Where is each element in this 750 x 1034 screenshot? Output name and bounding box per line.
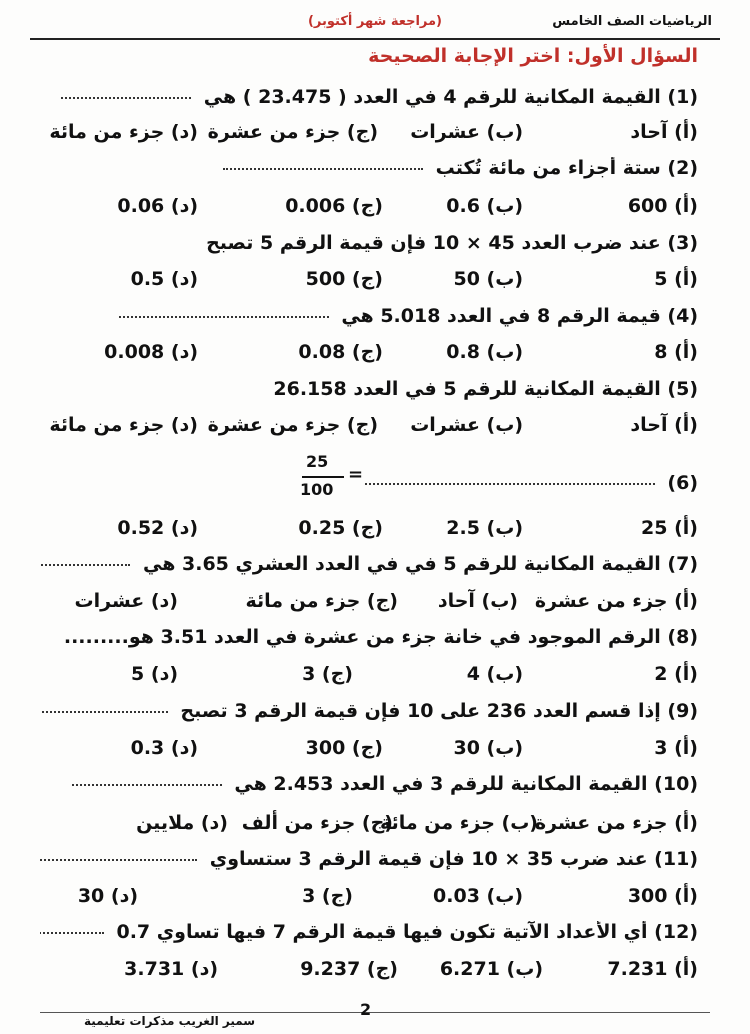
author-credit: سمير الغريب مذكرات تعليمية [84,1014,256,1028]
option-d: (د) 0.008 [104,341,198,363]
option-a: (أ) جزء من عشرة [534,812,698,834]
answer-blank [40,858,197,861]
option-d: (د) 0.52 [117,517,198,539]
option-c: (ج) جزء من عشرة [207,121,378,143]
option-a: (أ) 25 [641,517,698,539]
option-c: (ج) 0.08 [298,341,383,363]
answer-blank [40,710,168,713]
question-9: (9) إذا قسم العدد 236 على 10 فإن قيمة الرقم 3 تصبح [40,700,698,732]
option-d: (د) 0.06 [117,195,198,217]
fraction: 25 100 = [300,452,364,499]
option-a: (أ) 3 [654,737,698,759]
section-title: السؤال الأول: اختر الإجابة الصحيحة [368,45,698,67]
options-10 [44,812,698,844]
option-d: (د) 0.3 [130,737,198,759]
options-5 [44,414,698,446]
page-header [30,8,720,34]
options-9 [44,737,698,769]
options-4 [44,341,698,373]
option-a: (أ) آحاد [630,414,698,436]
option-c: (ج) 3 [302,663,353,685]
question-6: (6) [360,472,698,504]
options-2 [44,195,698,227]
options-3 [44,268,698,300]
header-divider [30,38,720,40]
option-b: (ب) جزء من مائة [380,812,538,834]
option-c: (ج) 3 [302,885,353,907]
answer-blank [72,783,222,786]
option-c: (ج) 300 [305,737,383,759]
option-a: (أ) 300 [627,885,698,907]
review-title: (مراجعة شهر أكتوبر) [307,14,442,29]
options-8 [44,663,698,695]
question-7: (7) القيمة المكانية للرقم 5 في في العدد العشري 3.65 هي [40,553,698,585]
options-11 [44,885,698,917]
question-11: (11) عند ضرب 35 × 10 فإن قيمة الرقم 3 ستساوي [40,848,698,880]
option-b: (ب) 2.5 [446,517,523,539]
question-5: (5) القيمة المكانية للرقم 5 في العدد 26.158 [273,378,698,400]
question-12: (12) أي الأعداد الآتية تكون فيها قيمة الرقم 7 فيها تساوي 0.7 [40,921,698,953]
question-2: (2) ستة أجزاء من مائة تُكتب [40,157,698,189]
question-10: (10) القيمة المكانية للرقم 3 في العدد 2.453 هي [40,773,698,805]
option-a: (أ) 600 [627,195,698,217]
option-c: (ج) جزء من عشرة [207,414,378,436]
option-c: (ج) 500 [305,268,383,290]
subject-grade: الرياضيات الصف الخامس [552,14,712,29]
option-b: (ب) 4 [466,663,523,685]
answer-blank [40,563,130,566]
options-12 [44,958,698,990]
option-d: (د) 0.5 [130,268,198,290]
option-d: (د) 5 [131,663,178,685]
option-b: (ب) 0.8 [446,341,523,363]
option-c: (ج) 9.237 [300,958,398,980]
option-b: (ب) آحاد [437,590,518,612]
answer-blank [223,167,423,170]
option-d: (د) جزء من مائة [49,121,198,143]
question-8: (8) الرقم الموجود في خانة جزء من عشرة في العدد 3.51 هو......... [63,626,698,648]
option-a: (أ) 7.231 [607,958,698,980]
option-c: (ج) 0.006 [285,195,383,217]
option-b: (ب) 6.271 [439,958,543,980]
option-b: (ب) 30 [453,737,523,759]
option-a: (أ) آحاد [630,121,698,143]
option-a: (أ) 2 [654,663,698,685]
option-a: (أ) جزء من عشرة [534,590,698,612]
answer-blank [119,315,329,318]
page-number: 2 [360,1000,372,1019]
options-6 [44,517,698,549]
option-c: (ج) جزء من ألف [241,812,393,834]
option-b: (ب) 0.6 [446,195,523,217]
options-7 [44,590,698,622]
question-3: (3) عند ضرب العدد 45 × 10 فإن قيمة الرقم 5 تصبح [206,232,698,254]
option-b: (ب) 50 [453,268,523,290]
footer-divider [40,1012,710,1013]
question-4: (4) قيمة الرقم 8 في العدد 5.018 هي [40,305,698,337]
option-d: (د) جزء من مائة [49,414,198,436]
option-d: (د) 30 [77,885,138,907]
answer-blank [365,482,655,485]
option-b: (ب) عشرات [410,414,523,436]
option-b: (ب) عشرات [410,121,523,143]
option-d: (د) عشرات [74,590,178,612]
answer-blank [61,96,191,99]
option-c: (ج) جزء من مائة [245,590,398,612]
option-d: (د) ملايين [136,812,228,834]
options-1 [44,121,698,153]
answer-blank [40,931,104,934]
question-1: (1) القيمة المكانية للرقم 4 في العدد ( 23.475 ) هي [40,86,698,118]
option-b: (ب) 0.03 [433,885,523,907]
option-c: (ج) 0.25 [298,517,383,539]
option-a: (أ) 8 [654,341,698,363]
option-d: (د) 3.731 [124,958,218,980]
option-a: (أ) 5 [654,268,698,290]
